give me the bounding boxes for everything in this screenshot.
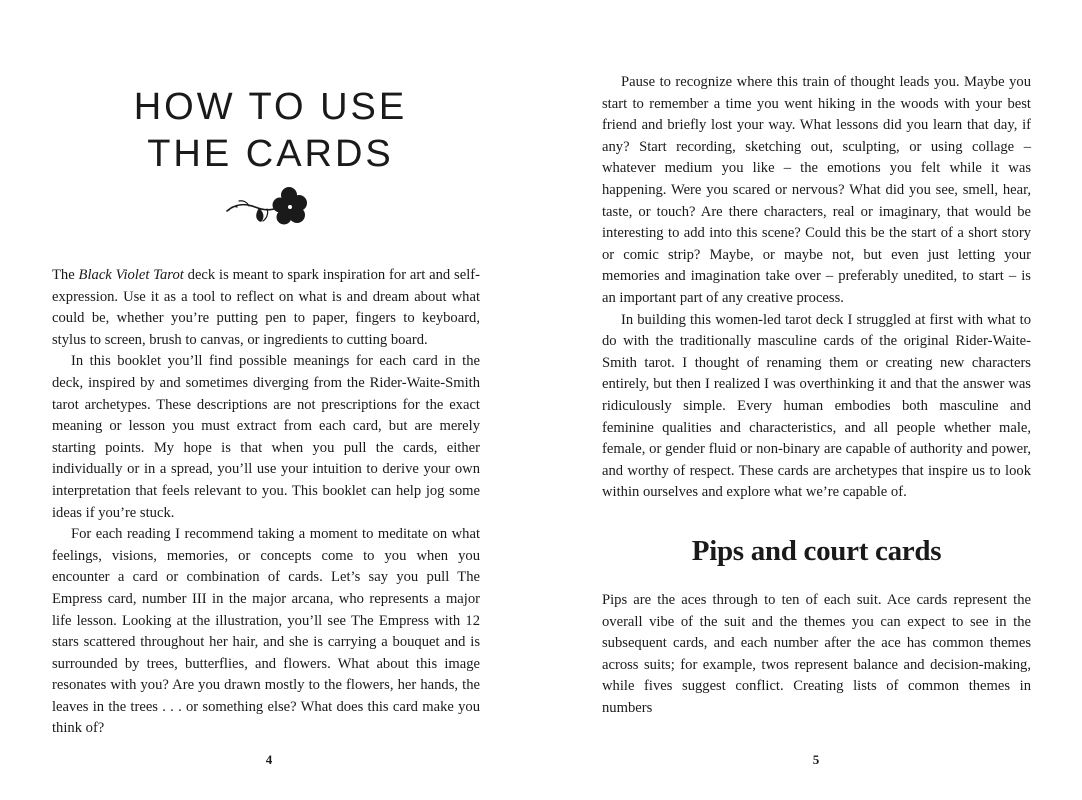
left-body-text bbox=[52, 265, 480, 740]
violet-flower-icon bbox=[225, 186, 309, 228]
right-page bbox=[541, 0, 1082, 800]
right-paragraph-3: Pips are the aces through to ten of each suit. Ace cards represent the overall vibe of the suit and the themes you can expect to see in the subsequent cards, and each number after the ace has common themes across suits; for example, twos represent balance and decision-making, while fives suggest conflict. Creating lists of common themes in numbers bbox=[602, 592, 1031, 716]
chapter-title bbox=[0, 84, 541, 178]
right-paragraph-2: In building this women-led tarot deck I struggled at first with what to do with the traditionally masculine cards of the original Rider-Waite-Smith tarot. I thought of renaming them or creating new characters entirely, but then I realized I was overthinking it and that the answer was ridiculously simple. Every human embodies both masculine and feminine qualities and characteristics, and all people whether male, female, or gender fluid or non-binary are capable of authority and power, and worthy of respect. These cards are archetypes that inspire us to look within ourselves and explore what we’re capable of. bbox=[602, 311, 1031, 501]
book-title: Black Violet Tarot bbox=[78, 267, 184, 283]
section-heading: Pips and court cards bbox=[691, 535, 942, 567]
page-number: 5 bbox=[812, 752, 820, 767]
chapter-title-line-1: HOW TO USE bbox=[133, 86, 408, 128]
left-paragraph-3: For each reading I recommend taking a moment to meditate on what feelings, visions, memories, or concepts come to you when you encounter a card or combination of cards. Let’s say you pull The Empress card, number III in the major arcana, who represents a major life lesson. Looking at the illustration, you’ll see The Empress with 12 stars scattered throughout her hair, and she is carrying a bouquet and is surrounded by trees, butterflies, and flowers. What about this image resonates with you? Are you drawn mostly to the flowers, her hands, the leaves in the trees . . . or something else? What does this card make you think of? bbox=[52, 526, 480, 737]
left-paragraph-2: In this booklet you’ll find possible meanings for each card in the deck, inspired by and sometimes diverging from the Rider-Waite-Smith tarot archetypes. These descriptions are not prescriptions for the exact meaning or lesson you must extract from each card, but are merely starting points. My hope is that when you pull the cards, either individually or in a spread, you’ll use your intuition to derive your own interpretation that feels relevant to you. This booklet can help jog some ideas if you’re stuck. bbox=[52, 353, 480, 521]
right-body-text-bottom bbox=[602, 590, 1031, 720]
chapter-title-line-2: THE CARDS bbox=[147, 133, 394, 175]
right-paragraph-1: Pause to recognize where this train of thought leads you. Maybe you start to remember a time you went hiking in the woods with your best friend and briefly lost your way. What lessons did you learn that day, if any? Start recording, sketching out, sculpting, or using collage – whatever medium you like – the emotions you felt while it was happening. Were you scared or nervous? What did you see, smell, hear, taste, or touch? Are there characters, real or imaginary, that would be interesting to add into this scene? Could this be the start of a short story or comic strip? Maybe, or maybe not, but even just letting your memories and imagination take over – preferably unedited, to start – is an important part of any creative process. bbox=[602, 74, 1031, 306]
left-paragraph-1: The Black Violet Tarot deck is meant to spark inspiration for art and self-expression. Use it as a tool to reflect on what is and dream about what could be, whether you’re putting pen to paper, fingers to keyboard, stylus to screen, brush to canvas, or ingredients to cutting board. bbox=[52, 267, 480, 348]
right-body-text-top bbox=[602, 72, 1031, 504]
page-number: 4 bbox=[265, 752, 273, 767]
